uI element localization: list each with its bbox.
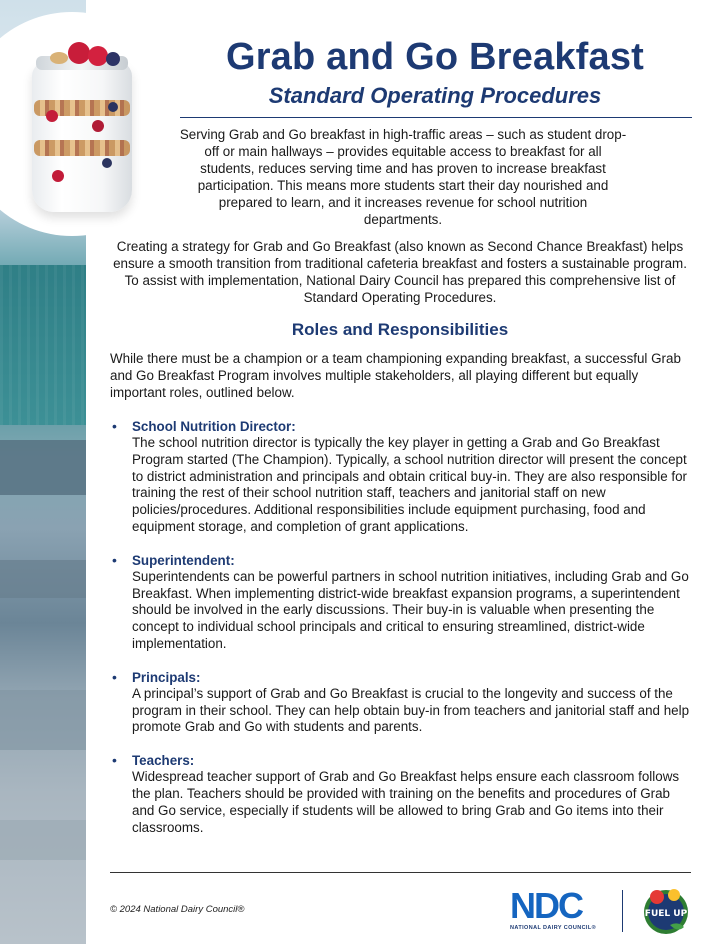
section-lead: While there must be a champion or a team championing expanding breakfast, a successful Grab and Go Breakfast Program involves multiple stakeholders, all playing different but equally important roles, outlined below. <box>110 351 681 400</box>
raspberry-icon <box>92 120 104 132</box>
role-title: Teachers: <box>132 753 195 769</box>
page-title: Grab and Go Breakfast <box>225 36 645 78</box>
role-description: The school nutrition director is typically the key player in getting a Grab and Go Breakfast Program started (The Champion). Typically, a school nutrition director will present the concept to district administration and principals and obtain critical buy-in. They are also responsible for training the rest of their school nutrition staff, teachers and janitorial staff on new policies/procedures. Additional responsibilities include equipment purchasing, food and equipment storage, and completion of grant applications. <box>132 435 687 534</box>
raspberry-icon <box>88 46 108 66</box>
blueberry-icon <box>108 102 118 112</box>
copyright-text: © 2024 National Dairy Council® <box>110 904 245 915</box>
blueberry-icon <box>106 52 120 66</box>
bullet-icon: • <box>112 418 117 434</box>
logo-divider <box>622 890 623 932</box>
ndc-logo <box>510 885 610 936</box>
footer-divider <box>110 872 691 873</box>
desk-graphic <box>0 690 86 750</box>
intro-paragraph-2: Creating a strategy for Grab and Go Breakfast (also known as Second Chance Breakfast) helps ensure a smooth transition from traditional cafeteria breakfast and fosters a sustainable program. To assist with implementation, National Dairy Council has prepared this comprehensive list of Standard Operating Procedures. <box>113 239 687 305</box>
role-item-teachers <box>110 752 694 836</box>
role-title: School Nutrition Director: <box>132 419 296 434</box>
role-description: Widespread teacher support of Grab and Go Breakfast helps ensure each classroom follows the plan. Teachers should be provided with training on the benefits and procedures of Grab and Go service, especially if students will be allowed to bring Grab and Go items into their classrooms. <box>132 769 680 835</box>
raspberry-icon <box>52 170 64 182</box>
role-item-school-nutrition-director <box>110 418 694 536</box>
chalkboard-graphic <box>0 265 86 425</box>
role-title: Principals: <box>132 669 201 685</box>
ndc-logo-name: NATIONAL DAIRY COUNCIL® <box>510 925 597 931</box>
blueberry-icon <box>102 158 112 168</box>
jar-body <box>32 62 132 212</box>
desk-graphic <box>0 560 86 598</box>
roles-list <box>110 418 694 852</box>
intro-paragraph-1: Serving Grab and Go breakfast in high-traffic areas – such as student drop-off or main hallways – provides equitable access to breakfast for all students, reduces serving time and has proven to increase breakfast participation. This means more students start their day nourished and prepared to learn, and it increases revenue for school nutrition departments. <box>179 127 627 227</box>
fuel-up-logo-text: FUEL UP <box>644 909 688 919</box>
raspberry-icon <box>46 110 58 122</box>
role-description: Superintendents can be powerful partners in school nutrition initiatives, including Grab and Go Breakfast. When implementing district-wide breakfast expansion programs, a superintendent should be involved in the early discussions. Their buy-in is valuable when presenting the concept to individual school principals and critical to ensuring streamlined, district-wide implementation. <box>132 568 689 651</box>
desk-graphic <box>0 820 86 860</box>
role-title: Superintendent: <box>132 552 235 568</box>
role-item-superintendent <box>110 552 694 653</box>
parfait-jar-image <box>28 42 136 214</box>
bullet-icon: • <box>112 752 117 769</box>
bullet-icon: • <box>112 551 117 568</box>
granola-layer <box>34 140 130 156</box>
section-heading: Roles and Responsibilities <box>291 320 509 339</box>
role-description: A principal’s support of Grab and Go Breakfast is crucial to the longevity and success of the program in their school. They can help obtain buy-in from teachers and janitorial staff and help promote Grab and Go with students and parents. <box>132 685 690 735</box>
desk-graphic <box>0 440 86 495</box>
bullet-icon: • <box>112 668 117 685</box>
fuel-up-logo-icon <box>640 885 692 937</box>
raspberry-icon <box>68 42 90 64</box>
ndc-logo-letters: NDC <box>510 885 582 926</box>
granola-icon <box>50 52 68 64</box>
role-item-principals <box>110 669 694 736</box>
page-header <box>180 34 690 110</box>
header-divider <box>180 117 692 118</box>
page-subtitle: Standard Operating Procedures <box>268 83 602 108</box>
